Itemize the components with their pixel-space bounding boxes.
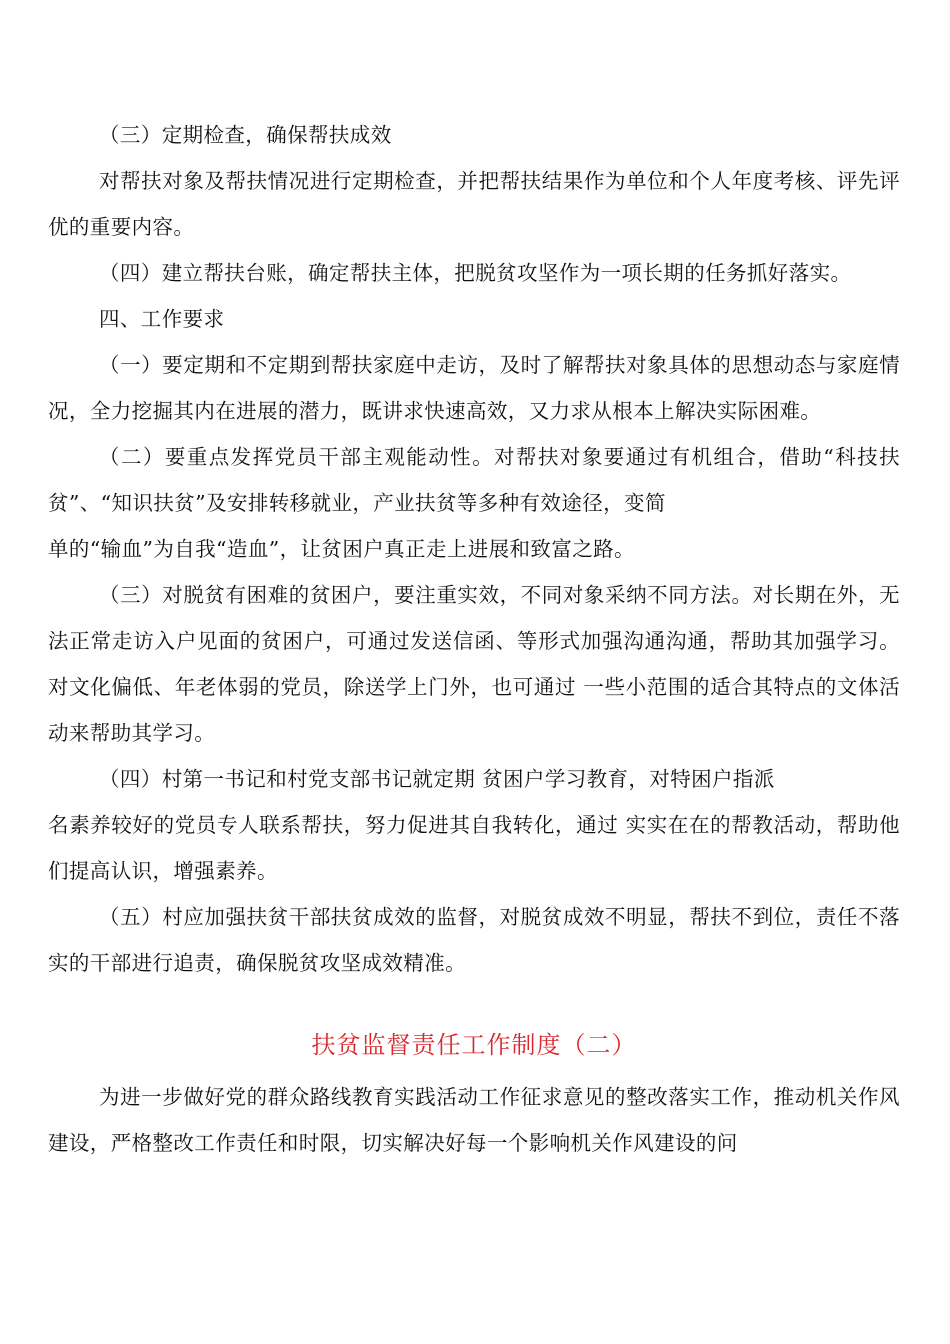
section-heading-requirements: 四、工作要求 — [99, 307, 225, 331]
paragraph-req-1: （一）要定期和不定期到帮扶家庭中走访，及时了解帮扶对象具体的思想动态与家庭情况，全力挖掘其内在进展的潜力，既讲求快速高效，又力求从根本上解决实际困难。 — [48, 353, 900, 423]
paragraph-intro: 为进一步做好党的群众路线教育实践活动工作征求意见的整改落实工作，推动机关作风建设，严格整改工作责任和时限，切实解决好每一个影响机关作风建设的问 — [48, 1085, 900, 1155]
paragraph-req-2-part2: 单的“输血”为自我“造血”，让贫困户真正走上进展和致富之路。 — [48, 537, 635, 561]
paragraph-req-5: （五）村应加强扶贫干部扶贫成效的监督，对脱贫成效不明显，帮扶不到位，责任不落实的干部进行追责，确保脱贫攻坚成效精准。 — [48, 905, 900, 975]
paragraph-req-4-part1: （四）村第一书记和村党支部书记就定期 贫困户学习教育，对特困户指派 — [99, 767, 775, 791]
paragraph-check-body: 对帮扶对象及帮扶情况进行定期检查，并把帮扶结果作为单位和个人年度考核、评先评优的重要内容。 — [48, 169, 900, 239]
paragraph-req-3: （三）对脱贫有困难的贫困户，要注重实效，不同对象采纳不同方法。对长期在外，无法正常走访入户见面的贫困户，可通过发送信函、等形式加强沟通沟通，帮助其加强学习。对文化偏低、年老体弱的党员，除送学上门外，也可通过 一些小范围的适合其特点的文体活动来帮助其学习。 — [48, 583, 900, 745]
paragraph-req-4-part2: 名素养较好的党员专人联系帮扶，努力促进其自我转化，通过 实实在在的帮教活动，帮助他们提高认识，增强素养。 — [48, 813, 900, 883]
paragraph-check-heading: （三）定期检查，确保帮扶成效 — [99, 123, 392, 147]
paragraph-ledger: （四）建立帮扶台账，确定帮扶主体，把脱贫攻坚作为一项长期的任务抓好落实。 — [99, 261, 852, 285]
paragraph-req-2-part1: （二）要重点发挥党员干部主观能动性。对帮扶对象要通过有机组合，借助“科技扶贫”、“知识扶贫”及安排转移就业，产业扶贫等多种有效途径，变简 — [48, 445, 900, 515]
section-title: 扶贫监督责任工作制度（二） — [311, 1031, 637, 1059]
document-page — [48, 112, 900, 1166]
